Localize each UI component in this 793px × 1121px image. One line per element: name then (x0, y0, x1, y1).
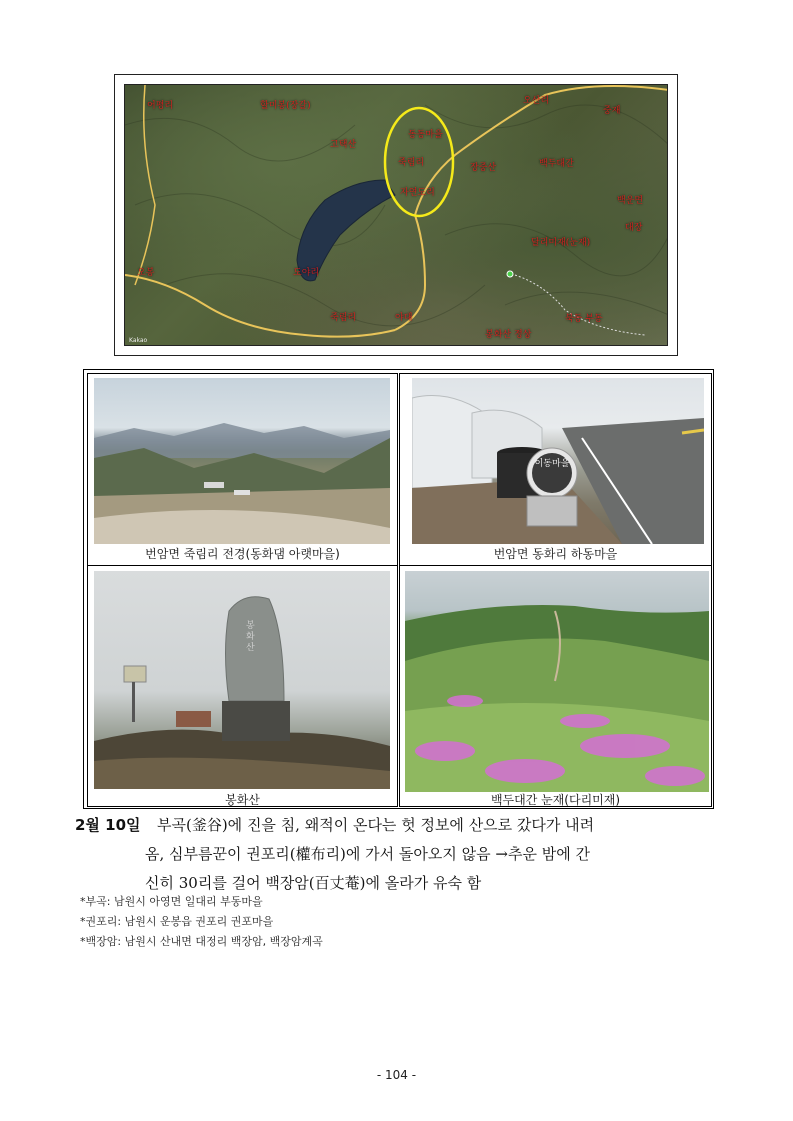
satellite-map (124, 84, 668, 346)
map-overlay (125, 85, 668, 346)
map-label: 죽림리 (398, 158, 425, 168)
map-label: 야대 (395, 313, 413, 323)
map-label: 오봉 (137, 268, 155, 278)
footnotes (80, 892, 323, 952)
photo-cell (399, 373, 712, 566)
footnote: *부곡: 남원시 아영면 일대리 부동마을 (80, 895, 263, 908)
map-label: 고택산 (330, 140, 357, 150)
map-label: 죽림리 (330, 313, 357, 323)
map-credit: Kakao (129, 337, 148, 344)
photo-caption: 번암면 죽림리 전경(동화댐 아랫마을) (145, 547, 340, 561)
photo-baekdudaegan-ridge (405, 571, 709, 792)
map-label: 어평리 (147, 101, 174, 111)
page-number: - 104 - (376, 1068, 417, 1082)
photo-hadong-village (412, 378, 704, 544)
map-label: 할미봉(장갈) (260, 101, 311, 111)
photo-caption: 번암면 동화리 하동마을 (493, 547, 618, 561)
sign-text: 이동마을 (534, 459, 570, 469)
map-label: 봉화산 정상 (485, 330, 532, 340)
map-label: 중재 (603, 106, 621, 116)
photo-jukrim-panorama (94, 378, 390, 544)
entry-line: 부곡(釜谷)에 진을 침, 왜적이 온다는 헛 정보에 산으로 갔다가 내려 (157, 816, 595, 834)
photo-bonghwasan-summit (94, 571, 390, 789)
map-frame (114, 74, 678, 356)
photo-caption: 백두대간 눈재(다리미재) (490, 793, 621, 807)
location-marker (507, 271, 513, 277)
photo-cell (87, 373, 398, 566)
entry-line: 옴, 심부름꾼이 권포리(權布리)에 가서 돌아오지 않음 →추운 밤에 간 (145, 845, 590, 863)
map-label: 장중산 (470, 163, 497, 173)
map-label: 동동마을 (408, 130, 443, 140)
footnote: *권포리: 남원시 운봉읍 권포리 권포마을 (80, 915, 274, 928)
map-label: 백두대간 (539, 159, 574, 169)
map-label: 자연도리 (400, 188, 435, 198)
entry-date: 2월 10일 (75, 816, 141, 834)
photo-cell (87, 565, 398, 807)
map-label: 북동 부동 (565, 314, 603, 324)
summit-stone-text: 봉화산 (246, 621, 255, 653)
photo-cell (399, 565, 712, 807)
map-label: 대장 (625, 223, 643, 233)
photo-caption: 봉화산 (225, 793, 260, 807)
map-label: 달리미재(눈재) (531, 238, 591, 248)
photo-table (83, 369, 714, 809)
map-label: 오산리 (523, 96, 550, 106)
map-label: 도야리 (293, 268, 320, 278)
entry-line: 신히 30리를 걸어 백장암(百丈菴)에 올라가 유숙 함 (145, 874, 482, 892)
map-label: 백운면 (617, 196, 644, 206)
footnote: *백장암: 남원시 산내면 대정리 백장암, 백장암계곡 (80, 935, 323, 948)
